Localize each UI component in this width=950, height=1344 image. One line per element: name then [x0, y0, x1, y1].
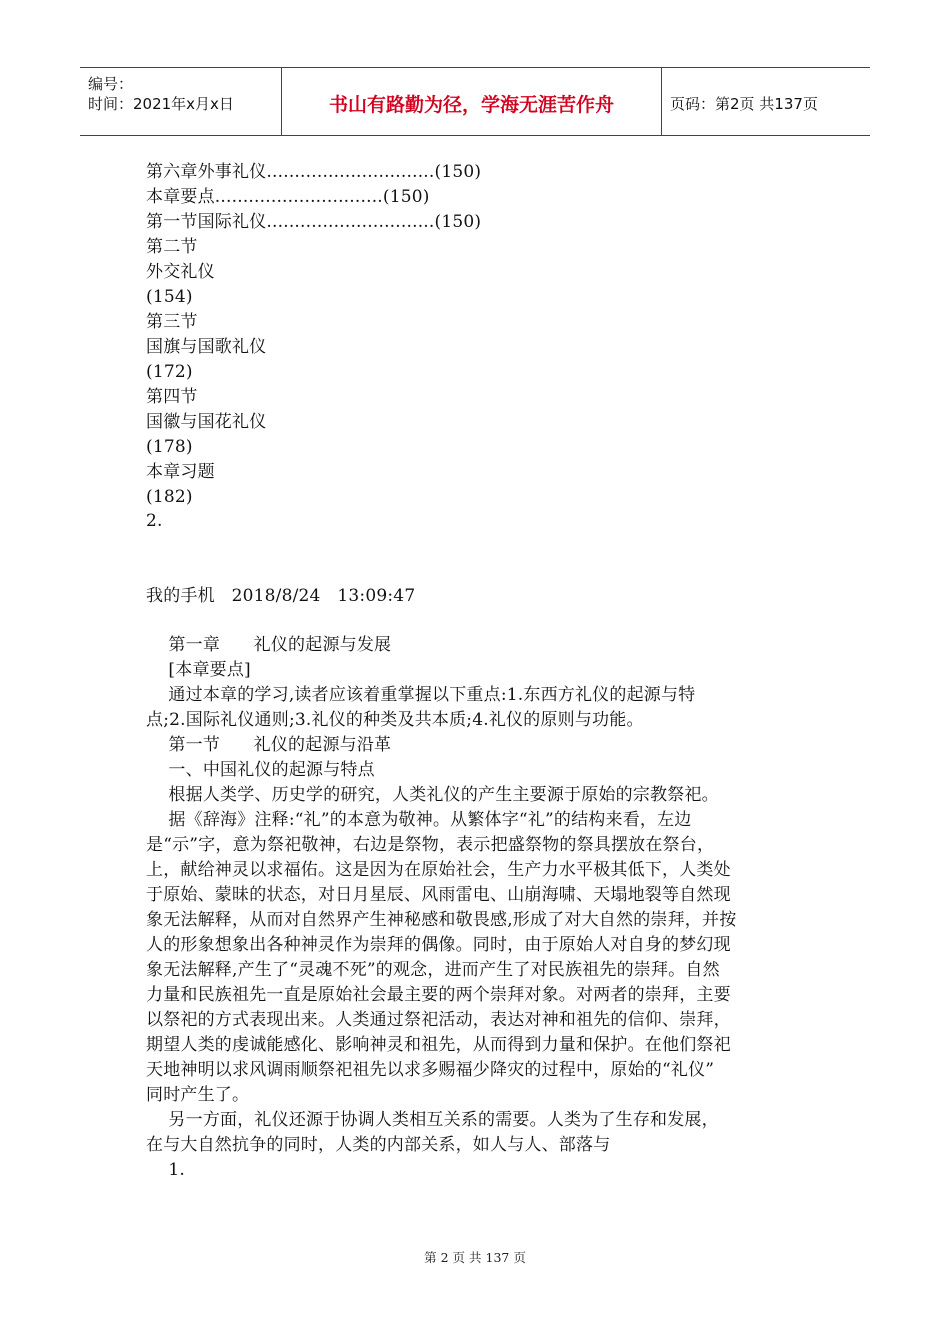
body-line: 在与大自然抗争的同时，人类的内部关系，如人与人、部落与 [146, 1135, 611, 1155]
body-line: 另一方面，礼仪还源于协调人类相互关系的需要。人类为了生存和发展， [146, 1110, 719, 1130]
body-line: 根据人类学、历史学的研究，人类礼仪的产生主要源于原始的宗教祭祀。 [146, 785, 719, 805]
body-line: 同时产生了。 [146, 1085, 250, 1105]
phone-note: 我的手机 2018/8/24 13:09:47 [146, 586, 416, 606]
body-line: 点;2.国际礼仪通则;3.礼仪的种类及共本质;4.礼仪的原则与功能。 [146, 710, 644, 730]
toc-line: 第四节 [146, 387, 198, 407]
header-motto-cell [282, 68, 662, 135]
header-motto: 书山有路勤为径，学海无涯苦作舟 [328, 94, 614, 116]
body-line: 象无法解释,产生了“灵魂不死”的观念，进而产生了对民族祖先的崇拜。自然 [146, 960, 720, 980]
toc-line: 第三节 [146, 312, 198, 332]
toc-line: 第六章外事礼仪..............................(150) [146, 162, 482, 182]
section-title: 第一节 礼仪的起源与沿革 [146, 735, 392, 755]
toc-line: (182) [146, 487, 193, 507]
body-line: 力量和民族祖先一直是原始社会最主要的两个崇拜对象。对两者的崇拜，主要 [146, 985, 731, 1005]
body-line: 通过本章的学习,读者应该着重掌握以下重点:1.东西方礼仪的起源与特 [146, 685, 696, 705]
body-line: 据《辞海》注释:“礼”的本意为敬神。从繁体字“礼”的结构来看，左边 [146, 810, 692, 830]
toc-line: 本章习题 [146, 462, 215, 482]
header-left-cell [80, 68, 282, 135]
header-right-cell [662, 68, 870, 135]
page-footer: 第 2 页 共 137 页 [424, 1250, 526, 1265]
date-label: 时间：2021年x月x日 [88, 95, 234, 113]
toc-line: 第二节 [146, 237, 198, 257]
page-header [80, 67, 870, 136]
toc-line: 本章要点..............................(150) [146, 187, 430, 207]
header-page-info: 页码：第2页 共137页 [670, 95, 818, 113]
toc-line: (172) [146, 362, 193, 382]
toc-line: (178) [146, 437, 193, 457]
toc-line: 第一节国际礼仪..............................(150) [146, 212, 482, 232]
body-line: 天地神明以求风调雨顺祭祀祖先以求多赐福少降灾的过程中，原始的“礼仪” [146, 1060, 715, 1080]
toc-line: (154) [146, 287, 193, 307]
body-line: 以祭祀的方式表现出来。人类通过祭祀活动，表达对神和祖先的信仰、崇拜， [146, 1010, 731, 1030]
body-line: 期望人类的虔诚能感化、影响神灵和祖先，从而得到力量和保护。在他们祭祀 [146, 1035, 731, 1055]
toc-line: 国旗与国歌礼仪 [146, 337, 267, 357]
serial-label: 编号： [88, 75, 134, 93]
chapter-title: 第一章 礼仪的起源与发展 [146, 635, 392, 655]
toc-line: 外交礼仪 [146, 262, 215, 282]
body-line: 人的形象想象出各种神灵作为崇拜的偶像。同时，由于原始人对自身的梦幻现 [146, 935, 731, 955]
body-line: [本章要点] [146, 660, 251, 680]
body-line: 于原始、蒙昧的状态，对日月星辰、风雨雷电、山崩海啸、天塌地裂等自然现 [146, 885, 731, 905]
body-line: 是“示”字，意为祭祀敬神，右边是祭物，表示把盛祭物的祭具摆放在祭台， [146, 835, 715, 855]
body-line: 上，献给神灵以求福佑。这是因为在原始社会，生产力水平极其低下，人类处 [146, 860, 731, 880]
body-line: 1. [146, 1160, 186, 1180]
toc-line: 2. [146, 511, 163, 531]
toc-line: 国徽与国花礼仪 [146, 412, 267, 432]
subsection-title: 一、中国礼仪的起源与特点 [146, 760, 375, 780]
body-line: 象无法解释，从而对自然界产生神秘感和敬畏感,形成了对大自然的崇拜，并按 [146, 910, 737, 930]
